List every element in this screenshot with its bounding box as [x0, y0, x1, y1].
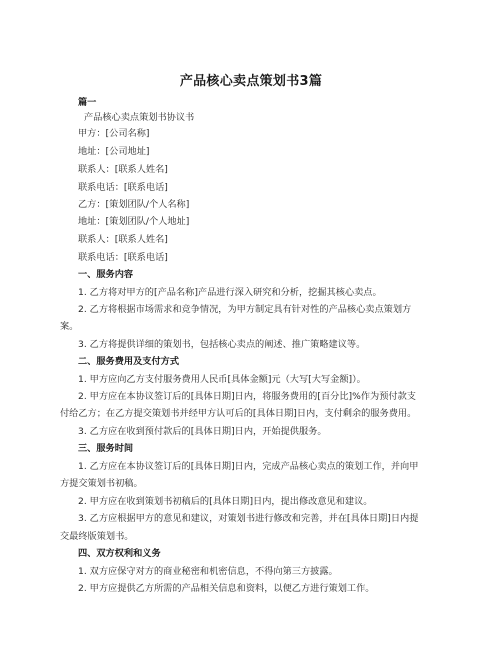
clause-text: 3. 乙方应在收到预付款后的[具体日期]日内，开始提供服务。	[78, 426, 327, 437]
clause-text: 1. 甲方应向乙方支付服务费用人民币[具体金额]元（大写[大写金额]）。	[78, 374, 366, 385]
clause-text: 2. 甲方应提供乙方所需的产品相关信息和资料，以便乙方进行策划工作。	[78, 583, 375, 594]
doc-title: 产品核心卖点策划书协议书	[84, 112, 195, 123]
clause-text: 1. 乙方应在本协议签订后的[具体日期]日内，完成产品核心卖点的策划工作，并向甲	[78, 461, 419, 472]
page-title: 产品核心卖点策划书3篇	[179, 74, 323, 89]
party-a-name: 甲方：[公司名称]	[78, 128, 150, 139]
section-heading: 四、双方权利和义务	[78, 548, 161, 559]
clause-text: 3. 乙方将提供详细的策划书，包括核心卖点的阐述、推广策略建议等。	[78, 339, 366, 350]
clause-text: 1. 乙方将对甲方的[产品名称]产品进行深入研究和分析，挖掘其核心卖点。	[78, 287, 382, 298]
party-b-name: 乙方：[策划团队/个人名称]	[78, 199, 190, 210]
clause-text: 2. 甲方应在本协议签订后的[具体日期]日内，将服务费用的[百分比]%作为预付款支	[78, 391, 416, 402]
clause-text: 2. 乙方将根据市场需求和竞争情况，为甲方制定具有针对性的产品核心卖点策划方	[78, 304, 412, 315]
section-heading: 二、服务费用及支付方式	[78, 356, 180, 367]
party-b-contact: 联系人：[联系人姓名]	[78, 234, 168, 245]
clause-text: 案。	[60, 321, 79, 332]
party-a-address: 地址：[公司地址]	[78, 146, 150, 157]
section-label: 篇一	[78, 97, 97, 108]
party-a-phone: 联系电话：[联系电话]	[78, 182, 168, 193]
clause-text: 方提交策划书初稿。	[60, 478, 143, 489]
party-a-contact: 联系人：[联系人姓名]	[78, 164, 168, 175]
party-b-phone: 联系电话：[联系电话]	[78, 252, 168, 263]
clause-text: 交最终版策划书。	[60, 531, 134, 542]
clause-text: 1. 双方应保守对方的商业秘密和机密信息，不得向第三方披露。	[78, 566, 338, 577]
party-b-address: 地址：[策划团队/个人地址]	[78, 216, 190, 227]
clause-text: 付给乙方；在乙方提交策划书并经甲方认可后的[具体日期]日内，支付剩余的服务费用。	[60, 408, 417, 419]
clause-text: 3. 乙方应根据甲方的意见和建议，对策划书进行修改和完善，并在[具体日期]日内提	[78, 513, 419, 524]
section-heading: 一、服务内容	[78, 269, 134, 280]
section-heading: 三、服务时间	[78, 443, 134, 454]
clause-text: 2. 甲方应在收到策划书初稿后的[具体日期]日内，提出修改意见和建议。	[78, 496, 373, 507]
